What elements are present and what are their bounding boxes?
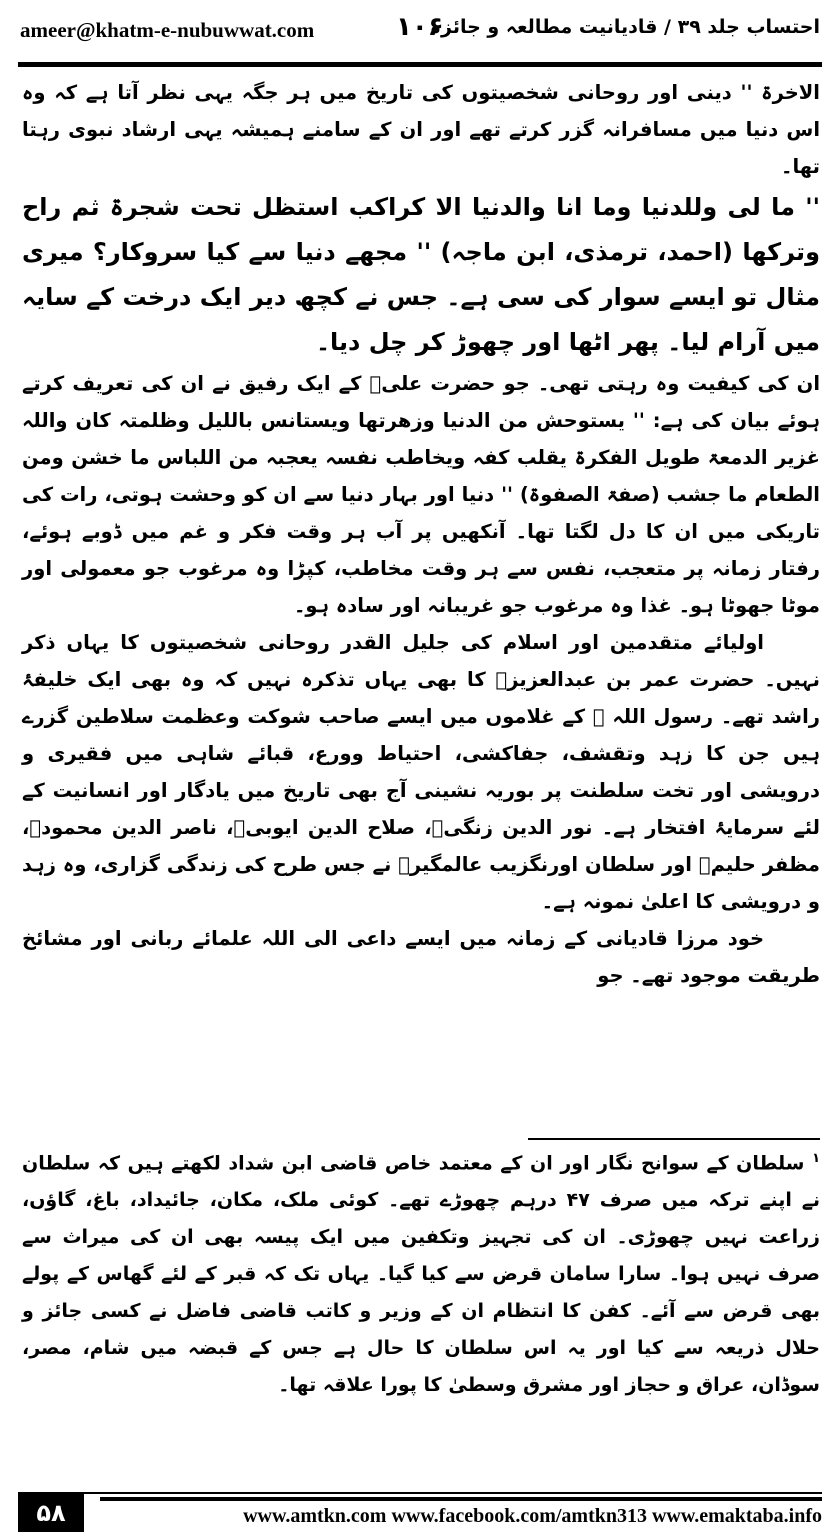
header-divider — [18, 62, 822, 67]
footer-page-number: ۵۸ — [18, 1494, 84, 1532]
page-header — [20, 14, 820, 58]
header-page-number: ۱۰۶ — [396, 12, 444, 42]
header-email[interactable]: ameer@khatm-e-nubuwwat.com — [20, 18, 315, 42]
header-title: احتساب جلد ۳۹ / قادیانیت مطالعہ و جائزہ — [429, 16, 820, 38]
footer-divider-thin — [18, 1492, 822, 1494]
paragraph-2-hadith: '' ما لی وللدنیا وما انا والدنیا الا کراکب استظل تحت شجرۃ ثم راح وترکھا (احمد، ترمذی، ابن ماجہ) '' مجھے دنیا سے کیا سروکار؟ میری مثال تو ایسے سوار کی سی ہے۔ جس نے کچھ دیر ایک درخت کے سایہ میں آرام لیا۔ پھر اٹھا اور چھوڑ کر چل دیا۔ — [22, 193, 820, 356]
footnote — [22, 1140, 820, 1404]
footnote-paragraph — [22, 1140, 820, 1404]
paragraph-1: الاخرۃ '' دینی اور روحانی شخصیتوں کی تاریخ میں ہر جگہ یہی نظر آتا ہے کہ وہ اس دنیا میں مسافرانہ گزر کرتے تھے اور ان کے سامنے ہمیشہ یہی ارشاد نبوی رہتا تھا۔ — [22, 81, 820, 178]
footnote-marker: ۱ — [812, 1151, 820, 1166]
body-text — [22, 74, 820, 994]
footer-divider-thick — [100, 1497, 822, 1501]
paragraph-4: اولیائے متقدمین اور اسلام کی جلیل القدر روحانی شخصیتوں کا یہاں ذکر نہیں۔ حضرت عمر بن عبدالعزیزؒ کا بھی یہاں تذکرہ نہیں کہ وہ بھی ایک خلیفۂ راشد تھے۔ رسول اللہ ﷺ کے غلاموں میں ایسے صاحب شوکت وعظمت سلاطین گزرے ہیں جن کا زہد وتقشف، جفاکشی، احتیاط وورع، قبائے شاہی میں فقیری و درویشی اور تخت سلطنت پر بوریہ نشینی آج بھی تاریخ میں یادگار اور انسانیت کے لئے سرمایۂ افتخار ہے۔ نور الدین زنگیؒ، صلاح الدین ایوبیؒ، ناصر الدین محمودؒ، مظفر حلیمؒ اور سلطان اورنگزیب عالمگیرؒ نے جس طرح کی زندگی گزاری، وہ زہد و درویشی کا اعلیٰ نمونہ ہے۔ — [22, 631, 820, 913]
paragraph-5: خود مرزا قادیانی کے زمانہ میں ایسے داعی الی اللہ علمائے ربانی اور مشائخ طریقت موجود تھے۔ جو — [22, 927, 820, 987]
footnote-text: سلطان کے سوانح نگار اور ان کے معتمد خاص قاضی ابن شداد لکھتے ہیں کہ سلطان نے اپنے ترکہ میں صرف ۴۷ درہم چھوڑے تھے۔ کوئی ملک، مکان، جائیداد، باغ، گاؤں، زراعت نہیں چھوڑی۔ ان کی تجہیز وتکفین میں ایک پیسہ بھی ان کی میراث سے صرف نہیں ہوا۔ سارا سامان قرض سے کیا گیا۔ یہاں تک کہ قبر کے لئے گھاس کے پولے بھی قرض سے آئے۔ کفن کا انتظام ان کے وزیر و کاتب قاضی فاضل نے کسی جائز و حلال ذریعہ سے کیا اور یہ اس سلطان کا حال ہے جس کے قبضہ میں شام، مصر، سوڈان، عراق و حجاز اور مشرق وسطیٰ کا پورا علاقہ تھا۔ — [22, 1152, 821, 1397]
paragraph-3: ان کی کیفیت وہ رہتی تھی۔ جو حضرت علیؓ کے ایک رفیق نے ان کی تعریف کرتے ہوئے بیان کی ہے: '' یستوحش من الدنیا وزھرتھا ویستانس باللیل وظلمتہ کان واللہ غزیر الدمعۃ طویل الفکرۃ یقلب کفہ ویخاطب نفسہ یعجبہ من اللباس ما خشن ومن الطعام ما جشب (صفۃ الصفوۃ) '' دنیا اور بہار دنیا سے ان کو وحشت ہوتی، رات کی تاریکی میں ان کا دل لگتا تھا۔ آنکھیں پر آب ہر وقت فکر و غم میں ڈوبے ہوئے، رفتار زمانہ پر متعجب، نفس سے ہر وقت مخاطب، کپڑا وہ مرغوب جو معمولی اور موٹا جھوٹا ہو۔ غذا وہ مرغوب جو غریبانہ اور سادہ ہو۔ — [22, 372, 820, 617]
footer-links[interactable]: www.amtkn.com www.facebook.com/amtkn313 www.emaktaba.info — [243, 1505, 822, 1527]
